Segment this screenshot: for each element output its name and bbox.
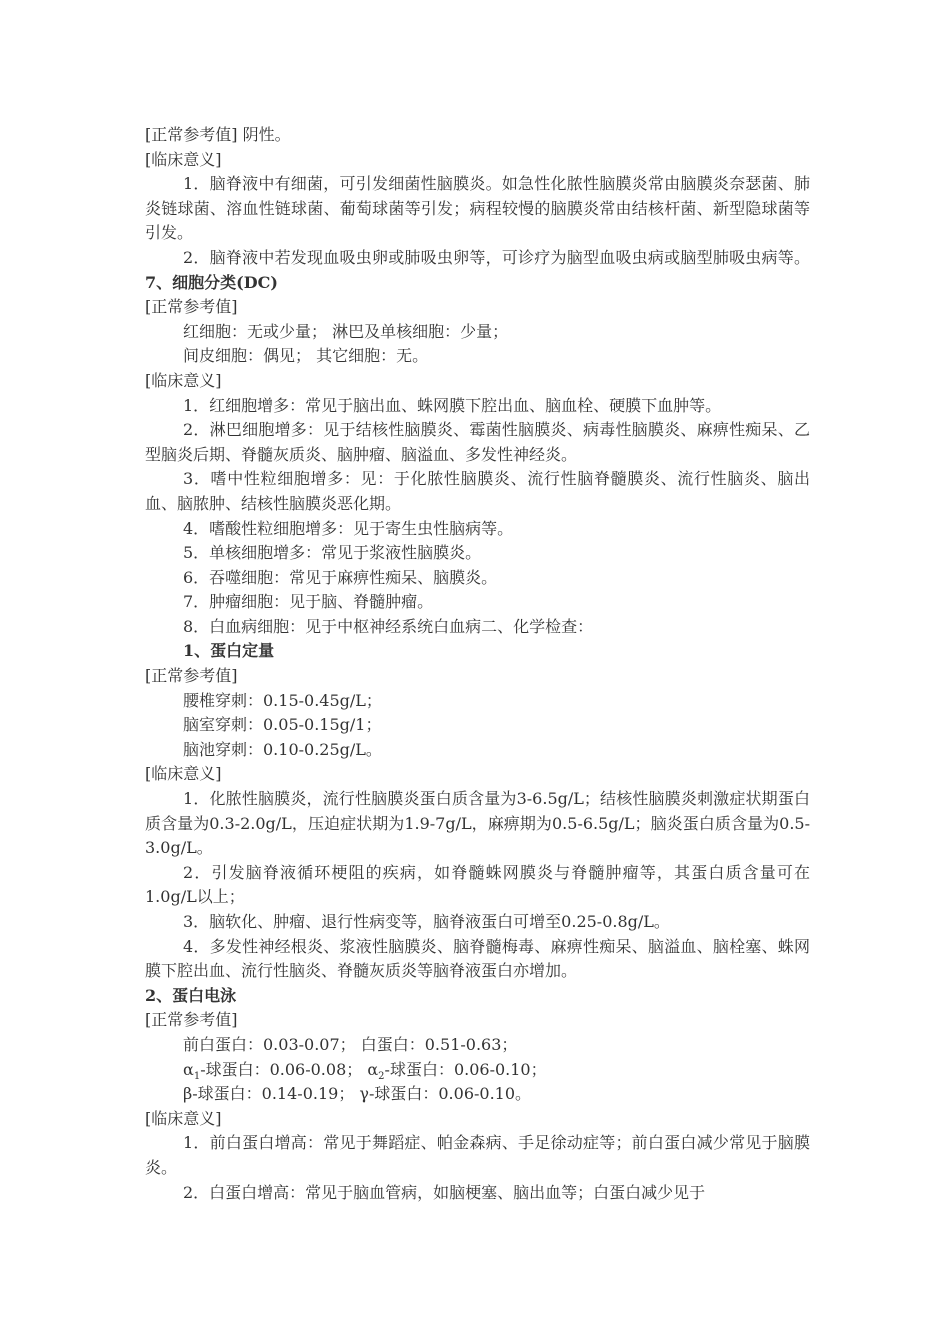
section-heading: 1、蛋白定量 — [183, 641, 275, 661]
clinical-label: [临床意义] — [145, 370, 222, 390]
list-item: 8．白血病细胞：见于中枢神经系统白血病二、化学检查： — [183, 616, 594, 636]
ref-value: 脑池穿刺：0.10-0.25g/L。 — [183, 739, 382, 759]
ref-value: 脑室穿刺：0.05-0.15g/1； — [183, 715, 382, 735]
ref-value: 红细胞：无或少量； 淋巴及单核细胞：少量； — [183, 321, 509, 341]
ref-value: 前白蛋白：0.03-0.07； 白蛋白：0.51-0.63； — [183, 1034, 518, 1054]
clinical-label: [临床意义] — [145, 1108, 222, 1128]
list-item: 3．嗜中性粒细胞增多：见：于化脓性脑膜炎、流行性脑脊髓膜炎、流行性脑炎、脑出血、脑脓肿、结核性脑膜炎恶化期。 — [145, 469, 810, 513]
list-item: 4．嗜酸性粒细胞增多：见于寄生虫性脑病等。 — [183, 518, 514, 538]
ref-label: [正常参考值] — [145, 666, 238, 686]
ref-label: [正常参考值] 阴性。 — [145, 125, 291, 144]
clinical-label: [临床意义] — [145, 764, 222, 784]
list-item: 2．引发脑脊液循环梗阻的疾病，如脊髓蛛网膜炎与脊髓肿瘤等，其蛋白质含量可在1.0g/L以上； — [145, 862, 810, 907]
list-item: 7．肿瘤细胞：见于脑、脊髓肿瘤。 — [183, 592, 434, 612]
list-item: 1．前白蛋白增高：常见于舞蹈症、帕金森病、手足徐动症等；前白蛋白减少常见于脑膜炎。 — [145, 1133, 810, 1177]
ref-value: 间皮细胞：偶见； 其它细胞：无。 — [183, 346, 429, 366]
greek-alpha: α — [183, 1059, 194, 1079]
list-item: 1．红细胞增多：常见于脑出血、蛛网膜下腔出血、脑血栓、硬膜下血肿等。 — [183, 395, 722, 415]
section-heading: 2、蛋白电泳 — [145, 985, 237, 1005]
section-heading: 7、细胞分类(DC) — [145, 272, 278, 292]
list-item: 1．化脓性脑膜炎，流行性脑膜炎蛋白质含量为3-6.5g/L；结核性脑膜炎刺激症状期蛋白质含量为0.3-2.0g/L，压迫症状期为1.9-7g/L，麻痹期为0.5-6.5g/L；脑炎蛋白质含量为0.5-3.0g/L。 — [145, 789, 810, 858]
ref-label: [正常参考值] — [145, 297, 238, 317]
ref-value-text: -球蛋白：0.06-0.08； α — [200, 1059, 379, 1079]
ref-value — [145, 1058, 810, 1083]
paragraph: 1．脑脊液中有细菌，可引发细菌性脑膜炎。如急性化脓性脑膜炎常由脑膜炎奈瑟菌、肺炎链球菌、溶血性链球菌、葡萄球菌等引发；病程较慢的脑膜炎常由结核杆菌、新型隐球菌等引发。 — [145, 174, 810, 243]
list-item: 3．脑软化、肿瘤、退行性病变等，脑脊液蛋白可增至0.25-0.8g/L。 — [183, 912, 670, 931]
list-item: 6．吞噬细胞：常见于麻痹性痴呆、脑膜炎。 — [183, 567, 498, 587]
list-item: 4．多发性神经根炎、浆液性脑膜炎、脑脊髓梅毒、麻痹性痴呆、脑溢血、脑栓塞、蛛网膜下腔出血、流行性脑炎、脊髓灰质炎等脑脊液蛋白亦增加。 — [145, 936, 810, 981]
paragraph — [145, 246, 810, 295]
list-item: 2．淋巴细胞增多：见于结核性脑膜炎、霉菌性脑膜炎、病毒性脑膜炎、麻痹性痴呆、乙型脑炎后期、脊髓灰质炎、脑肿瘤、脑溢血、多发性神经炎。 — [145, 420, 810, 464]
ref-value-text: -球蛋白：0.06-0.10； — [384, 1059, 547, 1079]
document-page — [145, 123, 810, 1205]
ref-value: β-球蛋白：0.14-0.19； γ-球蛋白：0.06-0.10。 — [183, 1084, 532, 1104]
list-item: 5．单核细胞增多：常见于浆液性脑膜炎。 — [183, 543, 482, 563]
ref-label: [正常参考值] — [145, 1010, 238, 1030]
paragraph-text: 2．脑脊液中若发现血吸虫卵或肺吸虫卵等，可诊疗为脑型血吸虫病或脑型肺吸虫病等。 — [183, 247, 810, 267]
clinical-label: [临床意义] — [145, 149, 222, 169]
subscript: 2 — [378, 1070, 385, 1082]
subscript: 1 — [193, 1070, 201, 1082]
ref-value: 腰椎穿刺：0.15-0.45g/L； — [183, 690, 382, 710]
list-item: 2．白蛋白增高：常见于脑血管病，如脑梗塞、脑出血等；白蛋白减少见于 — [183, 1182, 706, 1202]
